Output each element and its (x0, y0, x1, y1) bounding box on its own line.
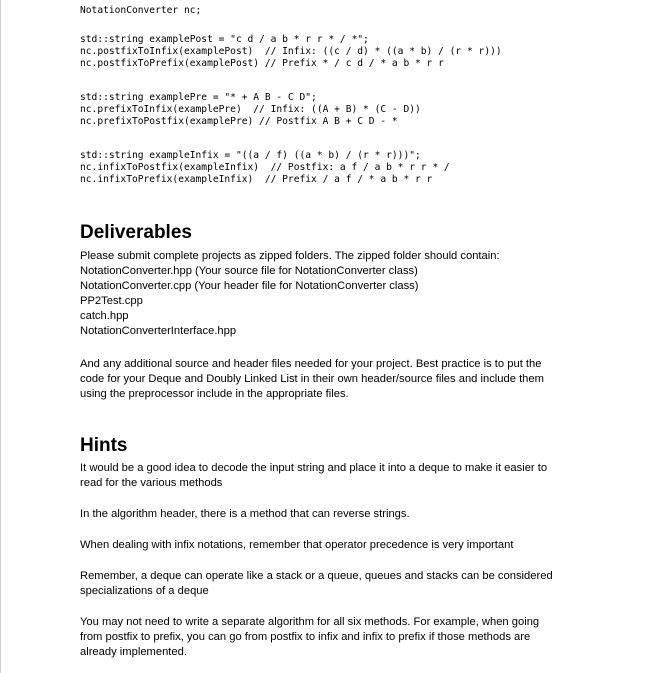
code-block-infix-example (80, 150, 450, 186)
text-line: using the preprocessor include in the appropriate files. (80, 388, 349, 400)
deliverables-file-list (80, 249, 600, 339)
code-line: nc.prefixToInfix(examplePre) // Infix: ((A + B) * (C - D)) (80, 104, 421, 115)
hints-heading: Hints (80, 435, 128, 456)
text-line: from postfix to prefix, you can go from postfix to infix and infix to prefix if those methods are (80, 631, 531, 643)
text-line: When dealing with infix notations, remember that operator precedence is very important (80, 539, 514, 551)
text-line: Please submit complete projects as zipped folders. The zipped folder should contain: (80, 250, 500, 262)
code-line: nc.postfixToPrefix(examplePost) // Prefix * / c d / * a b * r r (80, 58, 444, 69)
hint-reverse-strings (80, 507, 600, 522)
text-line: read for the various methods (80, 477, 223, 489)
code-line: std::string examplePost = "c d / a b * r r * / *"; (80, 34, 369, 45)
code-block-prefix-example (80, 92, 421, 128)
text-line: NotationConverter.hpp (Your source file for NotationConverter class) (80, 265, 418, 277)
hint-operator-precedence (80, 538, 600, 553)
code-line: nc.infixToPrefix(exampleInfix) // Prefix / a f / * a b * r r (80, 174, 433, 185)
text-line: catch.hpp (80, 310, 129, 322)
text-line: code for your Deque and Doubly Linked List in their own header/source files and include them (80, 373, 544, 385)
code-block-postfix-example (80, 34, 502, 70)
hint-reuse-methods (80, 615, 600, 660)
text-line: PP2Test.cpp (80, 295, 143, 307)
hint-deque-stack-queue (80, 569, 600, 599)
text-line: And any additional source and header files needed for your project. Best practice is to put the (80, 358, 542, 370)
deliverables-heading: Deliverables (80, 222, 192, 243)
code-line: nc.postfixToInfix(examplePost) // Infix: ((c / d) * ((a * b) / (r * r))) (80, 46, 502, 57)
deliverables-additional-files-paragraph (80, 357, 600, 402)
text-line: already implemented. (80, 646, 187, 658)
text-line: NotationConverter.cpp (Your header file for NotationConverter class) (80, 280, 419, 292)
code-block-declaration (80, 5, 201, 17)
code-line: std::string exampleInfix = "((a / f) ((a * b) / (r * r)))"; (80, 150, 421, 161)
text-line: It would be a good idea to decode the input string and place it into a deque to make it easier to (80, 462, 548, 474)
page-left-border (0, 0, 1, 673)
text-line: NotationConverterInterface.hpp (80, 325, 237, 337)
hint-deque-decode (80, 461, 600, 491)
text-line: In the algorithm header, there is a method that can reverse strings. (80, 508, 410, 520)
text-line: specializations of a deque (80, 585, 209, 597)
code-line: NotationConverter nc; (80, 5, 202, 16)
text-line: Remember, a deque can operate like a stack or a queue, queues and stacks can be considered (80, 570, 553, 582)
code-line: std::string examplePre = "* + A B - C D"; (80, 92, 317, 103)
code-line: nc.infixToPostfix(exampleInfix) // Postfix: a f / a b * r r * / (80, 162, 450, 173)
text-line: You may not need to write a separate algorithm for all six methods. For example, when going (80, 616, 540, 628)
code-line: nc.prefixToPostfix(examplePre) // Postfix A B + C D - * (80, 116, 398, 127)
